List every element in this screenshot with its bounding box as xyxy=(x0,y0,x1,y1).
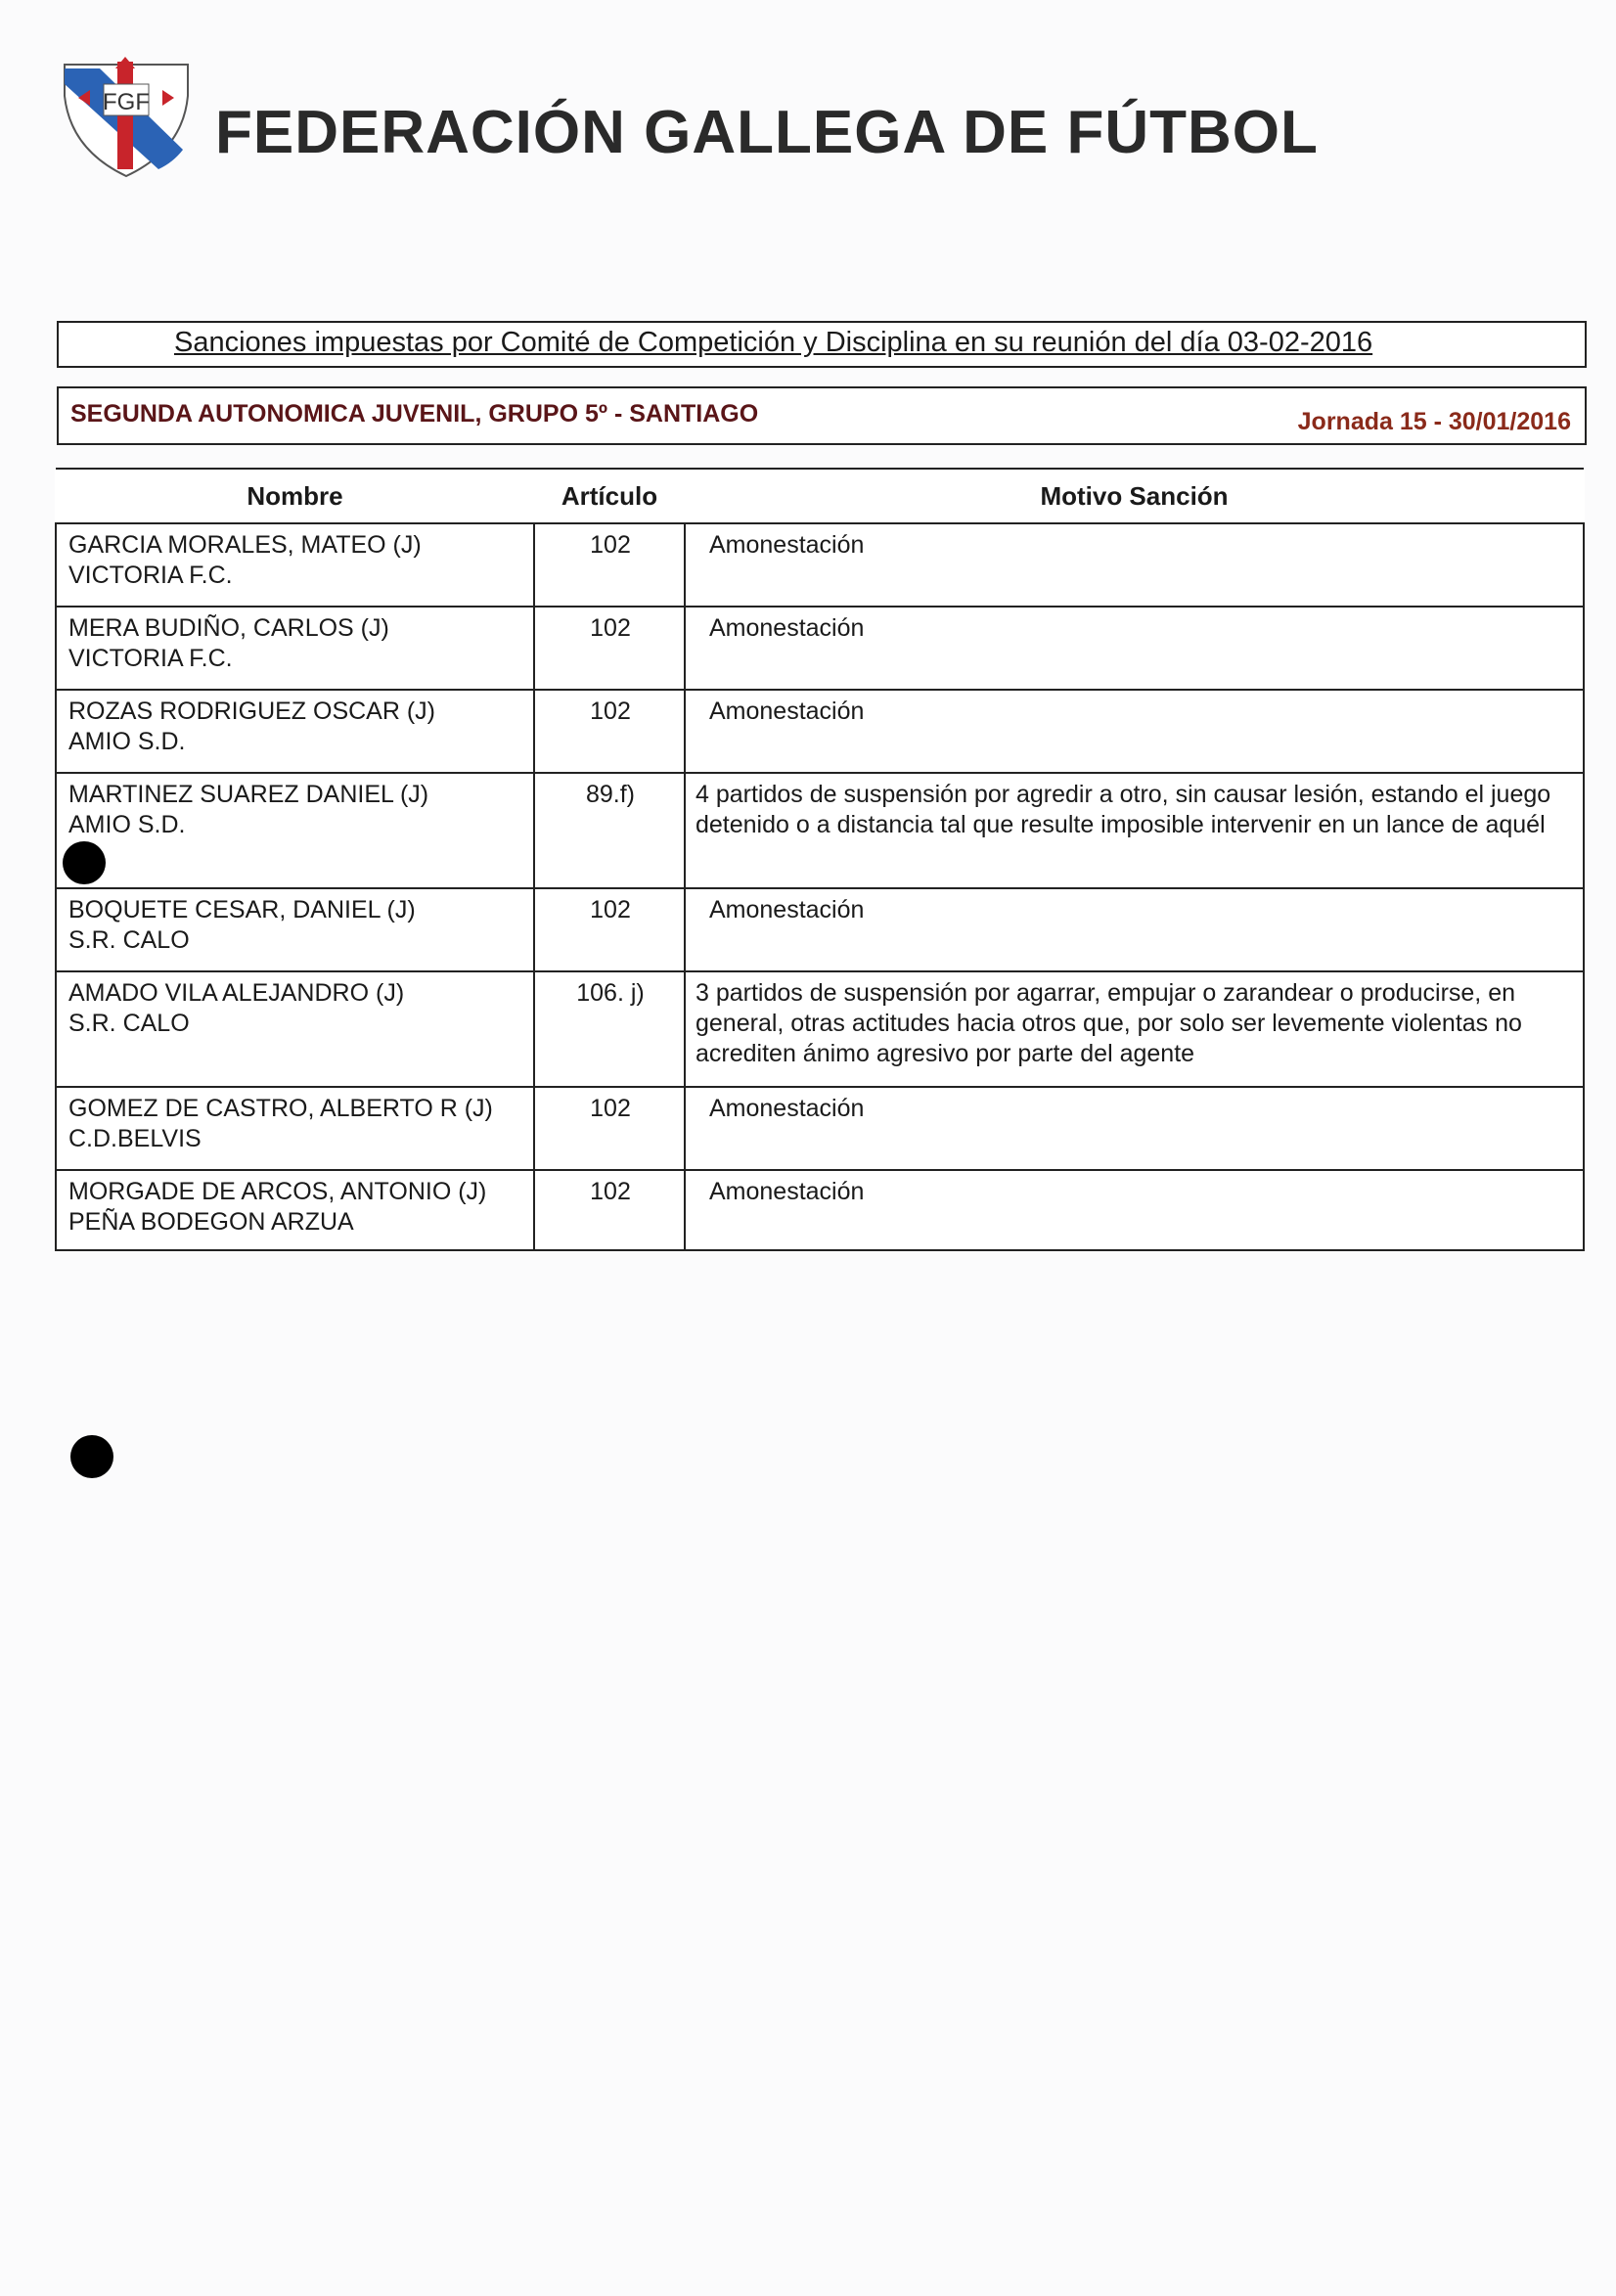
player-cell xyxy=(56,523,534,607)
federation-logo xyxy=(61,57,193,179)
table-row xyxy=(56,1087,1584,1170)
player-name: GARCIA MORALES, MATEO (J) xyxy=(68,531,422,559)
player-cell xyxy=(56,1170,534,1250)
reason-cell: Amonestación xyxy=(685,607,1584,690)
header-articulo: Artículo xyxy=(534,469,685,523)
reason-cell: Amonestación xyxy=(685,1087,1584,1170)
player-cell xyxy=(56,888,534,971)
table-row xyxy=(56,888,1584,971)
reason-cell: 4 partidos de suspensión por agredir a otro, sin causar lesión, estando el juego detenido o a distancia tal que resulte imposible intervenir en un lance de aquél xyxy=(685,773,1584,888)
redaction-dot xyxy=(63,841,106,884)
player-name: GOMEZ DE CASTRO, ALBERTO R (J) xyxy=(68,1095,493,1122)
reason-cell: Amonestación xyxy=(685,888,1584,971)
table-header xyxy=(56,469,1584,523)
player-name: ROZAS RODRIGUEZ OSCAR (J) xyxy=(68,698,436,725)
header-nombre: Nombre xyxy=(56,469,534,523)
table-row xyxy=(56,523,1584,607)
reason-cell: Amonestación xyxy=(685,690,1584,773)
table-row xyxy=(56,690,1584,773)
reason-cell: 3 partidos de suspensión por agarrar, empujar o zarandear o producirse, en general, otras actitudes hacia otros que, por solo ser levemente violentas no acrediten ánimo agresivo por parte del agente xyxy=(685,971,1584,1087)
player-cell xyxy=(56,690,534,773)
competition-name: SEGUNDA AUTONOMICA JUVENIL, GRUPO 5º - SANTIAGO xyxy=(70,400,759,428)
team-name: VICTORIA F.C. xyxy=(68,645,233,672)
table-row xyxy=(56,971,1584,1087)
article-cell: 89.f) xyxy=(534,773,685,888)
player-cell xyxy=(56,1087,534,1170)
table-row xyxy=(56,607,1584,690)
article-cell: 102 xyxy=(534,607,685,690)
reason-cell: Amonestación xyxy=(685,1170,1584,1250)
team-name: PEÑA BODEGON ARZUA xyxy=(68,1208,354,1236)
article-cell: 102 xyxy=(534,888,685,971)
table-row xyxy=(56,1170,1584,1250)
player-name: MORGADE DE ARCOS, ANTONIO (J) xyxy=(68,1178,487,1205)
punch-hole-mark xyxy=(70,1435,113,1478)
player-name: MERA BUDIÑO, CARLOS (J) xyxy=(68,614,389,642)
article-cell: 102 xyxy=(534,1170,685,1250)
org-title: FEDERACIÓN GALLEGA DE FÚTBOL xyxy=(215,99,1319,166)
player-cell xyxy=(56,971,534,1087)
article-cell: 106. j) xyxy=(534,971,685,1087)
team-name: AMIO S.D. xyxy=(68,811,186,838)
team-name: C.D.BELVIS xyxy=(68,1125,202,1152)
team-name: VICTORIA F.C. xyxy=(68,562,233,589)
header-motivo: Motivo Sanción xyxy=(685,469,1584,523)
svg-text:FGF: FGF xyxy=(103,89,150,115)
team-name: S.R. CALO xyxy=(68,1010,190,1037)
article-cell: 102 xyxy=(534,1087,685,1170)
article-cell: 102 xyxy=(534,690,685,773)
player-cell xyxy=(56,607,534,690)
team-name: S.R. CALO xyxy=(68,926,190,954)
sanctions-title: Sanciones impuestas por Comité de Competición y Disciplina en su reunión del día 03-02-2016 xyxy=(174,327,1373,358)
reason-cell: Amonestación xyxy=(685,523,1584,607)
player-name: AMADO VILA ALEJANDRO (J) xyxy=(68,979,405,1007)
jornada-date: Jornada 15 - 30/01/2016 xyxy=(1297,408,1571,435)
player-cell xyxy=(56,773,534,888)
team-name: AMIO S.D. xyxy=(68,728,186,755)
table-row xyxy=(56,773,1584,888)
sanctions-title-box xyxy=(57,321,1587,368)
competition-box xyxy=(57,386,1587,445)
player-name: BOQUETE CESAR, DANIEL (J) xyxy=(68,896,416,923)
article-cell: 102 xyxy=(534,523,685,607)
sanctions-table xyxy=(55,468,1585,1251)
player-name: MARTINEZ SUAREZ DANIEL (J) xyxy=(68,781,429,808)
